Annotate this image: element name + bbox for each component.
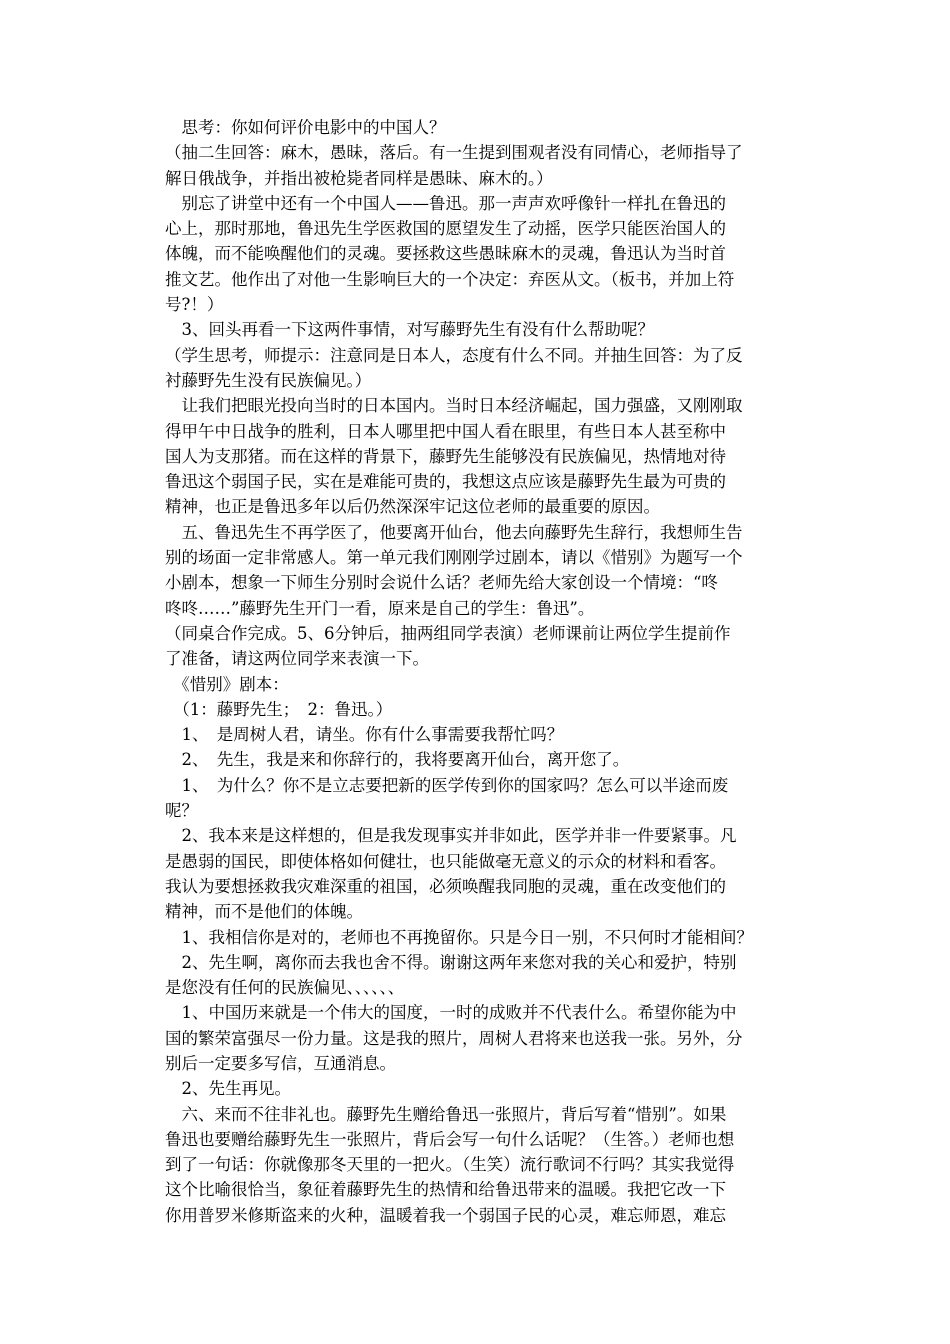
- text-line: 心上，那时那地，鲁迅先生学医救国的愿望发生了动摇，医学只能医治国人的: [165, 219, 726, 239]
- paragraph: [165, 115, 823, 140]
- paragraph: [165, 697, 823, 722]
- text-line: 1、 是周树人君，请坐。你有什么事需要我帮忙吗？: [165, 725, 564, 745]
- paragraph: [165, 520, 823, 621]
- text-line: 这个比喻很恰当，象征着藤野先生的热情和给鲁迅带来的温暖。我把它改一下: [165, 1180, 726, 1200]
- text-line: 我认为要想拯救我灾难深重的祖国，必须唤醒我同胞的灵魂，重在改变他们的: [165, 876, 726, 896]
- text-line: （学生思考，师提示：注意同是日本人，态度有什么不同。并抽生回答：为了反: [165, 345, 743, 365]
- paragraph: [165, 1000, 823, 1076]
- text-line: 小剧本，想象一下师生分别时会说什么话？老师先给大家创设一个情境：“咚: [165, 573, 718, 593]
- text-line: 精神，也正是鲁迅多年以后仍然深深牢记这位老师的最重要的原因。: [165, 497, 660, 517]
- text-line: 鲁迅这个弱国子民，实在是难能可贵的，我想这点应该是藤野先生最为可贵的: [165, 472, 726, 492]
- paragraph: [165, 343, 823, 394]
- paragraph: [165, 317, 823, 342]
- text-line: 到了一句话：你就像那冬天里的一把火。（生笑）流行歌词不行吗？其实我觉得: [165, 1155, 735, 1175]
- text-line: 1、 为什么？你不是立志要把新的医学传到你的国家吗？怎么可以半途而废: [165, 775, 729, 795]
- text-line: 2、先生再见。: [165, 1079, 291, 1099]
- text-line: 精神，而不是他们的体魄。: [165, 902, 363, 922]
- paragraph: [165, 722, 823, 747]
- paragraph: [165, 950, 823, 1001]
- text-line: 2、 先生，我是来和你辞行的，我将要离开仙台，离开您了。: [165, 750, 630, 770]
- paragraph: [165, 773, 823, 824]
- paragraph: [165, 1076, 823, 1101]
- paragraph: [165, 747, 823, 772]
- text-line: 思考：你如何评价电影中的中国人？: [165, 118, 446, 137]
- text-line: 是愚弱的国民，即使体格如何健壮，也只能做毫无意义的示众的材料和看客。: [165, 851, 726, 871]
- text-line: 你用普罗米修斯盗来的火种，温暖着我一个弱国子民的心灵，难忘师恩，难忘: [165, 1205, 726, 1225]
- text-line: （同桌合作完成。5、6分钟后，抽两组同学表演）老师课前让两位学生提前作: [165, 623, 731, 643]
- text-line: 3、回头再看一下这两件事情，对写藤野先生有没有什么帮助呢？: [165, 320, 654, 340]
- document-page: [165, 115, 823, 1228]
- paragraph: [165, 393, 823, 519]
- text-line: 得甲午中日战争的胜利，日本人哪里把中国人看在眼里，有些日本人甚至称中: [165, 421, 726, 441]
- text-line: 衬藤野先生没有民族偏见。）: [165, 370, 372, 390]
- text-line: 体魄，而不能唤醒他们的灵魂。要拯救这些愚昧麻木的灵魂，鲁迅认为当时首: [165, 244, 726, 264]
- text-line: 国人为支那猪。而在这样的背景下，藤野先生能够没有民族偏见，热情地对待: [165, 446, 726, 466]
- text-line: 让我们把眼光投向当时的日本国内。当时日本经济崛起，国力强盛，又刚刚取: [165, 396, 743, 416]
- text-line: （抽二生回答：麻木，愚昧，落后。有一生提到围观者没有同情心，老师指导了: [165, 143, 743, 163]
- text-line: 2、我本来是这样想的，但是我发现事实并非如此，医学并非一件要紧事。凡: [165, 826, 737, 846]
- text-line: 六、来而不往非礼也。藤野先生赠给鲁迅一张照片，背后写着“惜别”。如果: [165, 1104, 727, 1124]
- paragraph: [165, 672, 823, 697]
- text-line: 号?！）: [165, 295, 224, 315]
- paragraph: [165, 925, 823, 950]
- paragraph: [165, 1102, 823, 1228]
- text-line: 别的场面一定非常感人。第一单元我们刚刚学过剧本，请以《惜别》为题写一个: [165, 548, 743, 568]
- text-line: 2、先生啊，离你而去我也舍不得。谢谢这两年来您对我的关心和爱护，特别: [165, 952, 737, 972]
- paragraph: [165, 140, 823, 191]
- paragraph: [165, 823, 823, 924]
- text-line: 1、我相信你是对的，老师也不再挽留你。只是今日一别，不只何时才能相间？: [165, 927, 753, 947]
- paragraph: [165, 621, 823, 672]
- text-line: 别忘了讲堂中还有一个中国人——鲁迅。那一声声欢呼像针一样扎在鲁迅的: [165, 193, 726, 213]
- paragraph: [165, 191, 823, 317]
- text-line: 鲁迅也要赠给藤野先生一张照片，背后会写一句什么话呢？（生答。）老师也想: [165, 1129, 735, 1149]
- text-line: 别后一定要多写信，互通消息。: [165, 1053, 396, 1073]
- text-line: 推文艺。他作出了对他一生影响巨大的一个决定：弃医从文。（板书，并加上符: [165, 269, 735, 289]
- text-line: 五、鲁迅先生不再学医了，他要离开仙台，他去向藤野先生辞行，我想师生告: [165, 522, 743, 542]
- text-line: 国的繁荣富强尽一份力量。这是我的照片，周树人君将来也送我一张。另外，分: [165, 1028, 743, 1048]
- text-line: 解日俄战争，并指出被枪毙者同样是愚昧、麻木的。）: [165, 168, 553, 188]
- text-line: 了准备，请这两位同学来表演一下。: [165, 649, 429, 669]
- text-line: 是您没有任何的民族偏见、、、、、、: [165, 978, 405, 998]
- text-line: 《惜别》剧本：: [165, 674, 289, 694]
- text-line: 1、中国历来就是一个伟大的国度，一时的成败并不代表什么。希望你能为中: [165, 1003, 737, 1023]
- text-line: （1：藤野先生； 2：鲁迅。）: [165, 699, 393, 719]
- text-line: 咚咚……”藤野先生开门一看，原来是自己的学生：鲁迅”。: [165, 598, 595, 618]
- text-line: 呢？: [165, 801, 198, 821]
